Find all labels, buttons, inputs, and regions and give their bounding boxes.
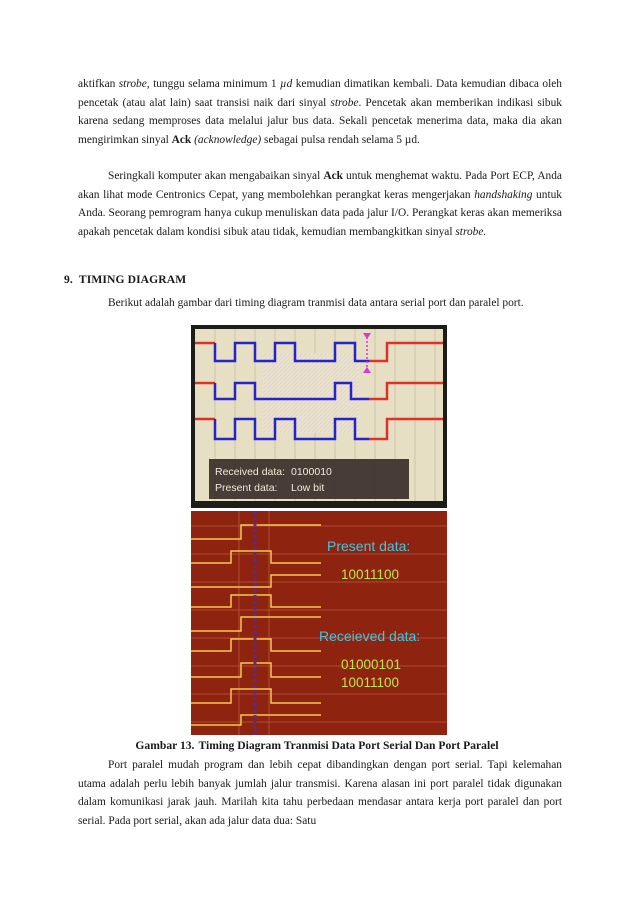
section-title: TIMING DIAGRAM bbox=[78, 273, 187, 286]
bottom-present-value: 10011100 bbox=[341, 567, 400, 582]
text-run: sebagai pulsa rendah selama 5 µd. bbox=[261, 133, 420, 146]
text-run: . Pencetak akan memberikan indikasi sibuk karena sedang memproses data melalui jalur bus data. Sekali pencetak menerima data, maka dia akan mengirimkan sinyal bbox=[78, 96, 563, 146]
text-run: kemudian dimatikan kembali. Data kemudian dibaca oleh pencetak (atau alat lain) saat transisi naik dari sinyal bbox=[78, 78, 563, 109]
text-run: Berikut adalah gambar dari timing diagram tranmisi data antara serial port dan paralel port. bbox=[108, 297, 524, 309]
text-run: Seringkali komputer akan mengabaikan sinyal bbox=[108, 170, 324, 182]
bottom-present-label: Present data: bbox=[327, 538, 411, 554]
text-run: Ack bbox=[323, 170, 343, 182]
figure-caption bbox=[0, 739, 638, 752]
paragraph-ack-ecp bbox=[78, 167, 562, 241]
paragraph-port-comparison bbox=[78, 756, 562, 830]
text-run: aktifkan bbox=[78, 78, 119, 90]
text-run: Ack bbox=[171, 133, 192, 146]
text-run: untuk Anda. Seorang pemrogram hanya cukup menuliskan data pada jalur I/O. Perangkat keras akan memeriksa apakah pencetak dalam kondisi sibuk atau tidak, kemudian membangkitkan sinyal bbox=[78, 188, 562, 238]
timing-diagram-image bbox=[191, 325, 447, 735]
text-run: handshaking bbox=[474, 188, 533, 201]
paragraph-figure-intro bbox=[78, 294, 562, 313]
top-present-value: Low bit bbox=[291, 482, 325, 494]
caption-title: Timing Diagram Tranmisi Data Port Serial Dan Port Paralel bbox=[198, 739, 499, 752]
caption-label: Gambar 13. bbox=[135, 739, 195, 752]
top-received-value: 0100010 bbox=[291, 466, 332, 478]
top-received-label: Received data: bbox=[215, 466, 286, 478]
paragraph-strobe bbox=[78, 75, 562, 149]
top-present-label: Present data: bbox=[215, 482, 278, 494]
top-panel-highlight bbox=[263, 353, 359, 433]
text-run: untuk menghemat waktu. Pada Port ECP, Anda akan lihat mode Centronics Cepat, yang membolehkan perangkat keras mengerjakan bbox=[78, 170, 562, 201]
section-number: 9. bbox=[64, 273, 73, 286]
bottom-received-value-1: 01000101 bbox=[341, 657, 402, 672]
bottom-received-label: Receieved data: bbox=[319, 628, 421, 644]
text-run: strobe bbox=[330, 96, 359, 109]
text-run: strobe. bbox=[455, 225, 487, 238]
text-run: Port paralel mudah program dan lebih cepat dibandingkan dengan port serial. Tapi kelemahan utama adalah perlu lebih banyak jumlah jalur transmisi. Karena alasan ini port paralel tidak digunakan dalam komunikasi jarak jauh. Marilah kita tahu perbedaan mendasar antara kerja port paralel dan port serial. Pada port serial, akan ada jalur data dua: Satu bbox=[78, 759, 562, 827]
text-run: strobe, bbox=[118, 78, 150, 90]
text-run: tunggu selama minimum 1 bbox=[149, 78, 281, 90]
section-heading bbox=[64, 273, 192, 286]
text-run: (acknowledge) bbox=[194, 133, 262, 146]
timing-diagram-figure bbox=[191, 325, 447, 735]
text-run: µd bbox=[280, 78, 293, 90]
bottom-received-value-2: 10011100 bbox=[341, 675, 400, 690]
